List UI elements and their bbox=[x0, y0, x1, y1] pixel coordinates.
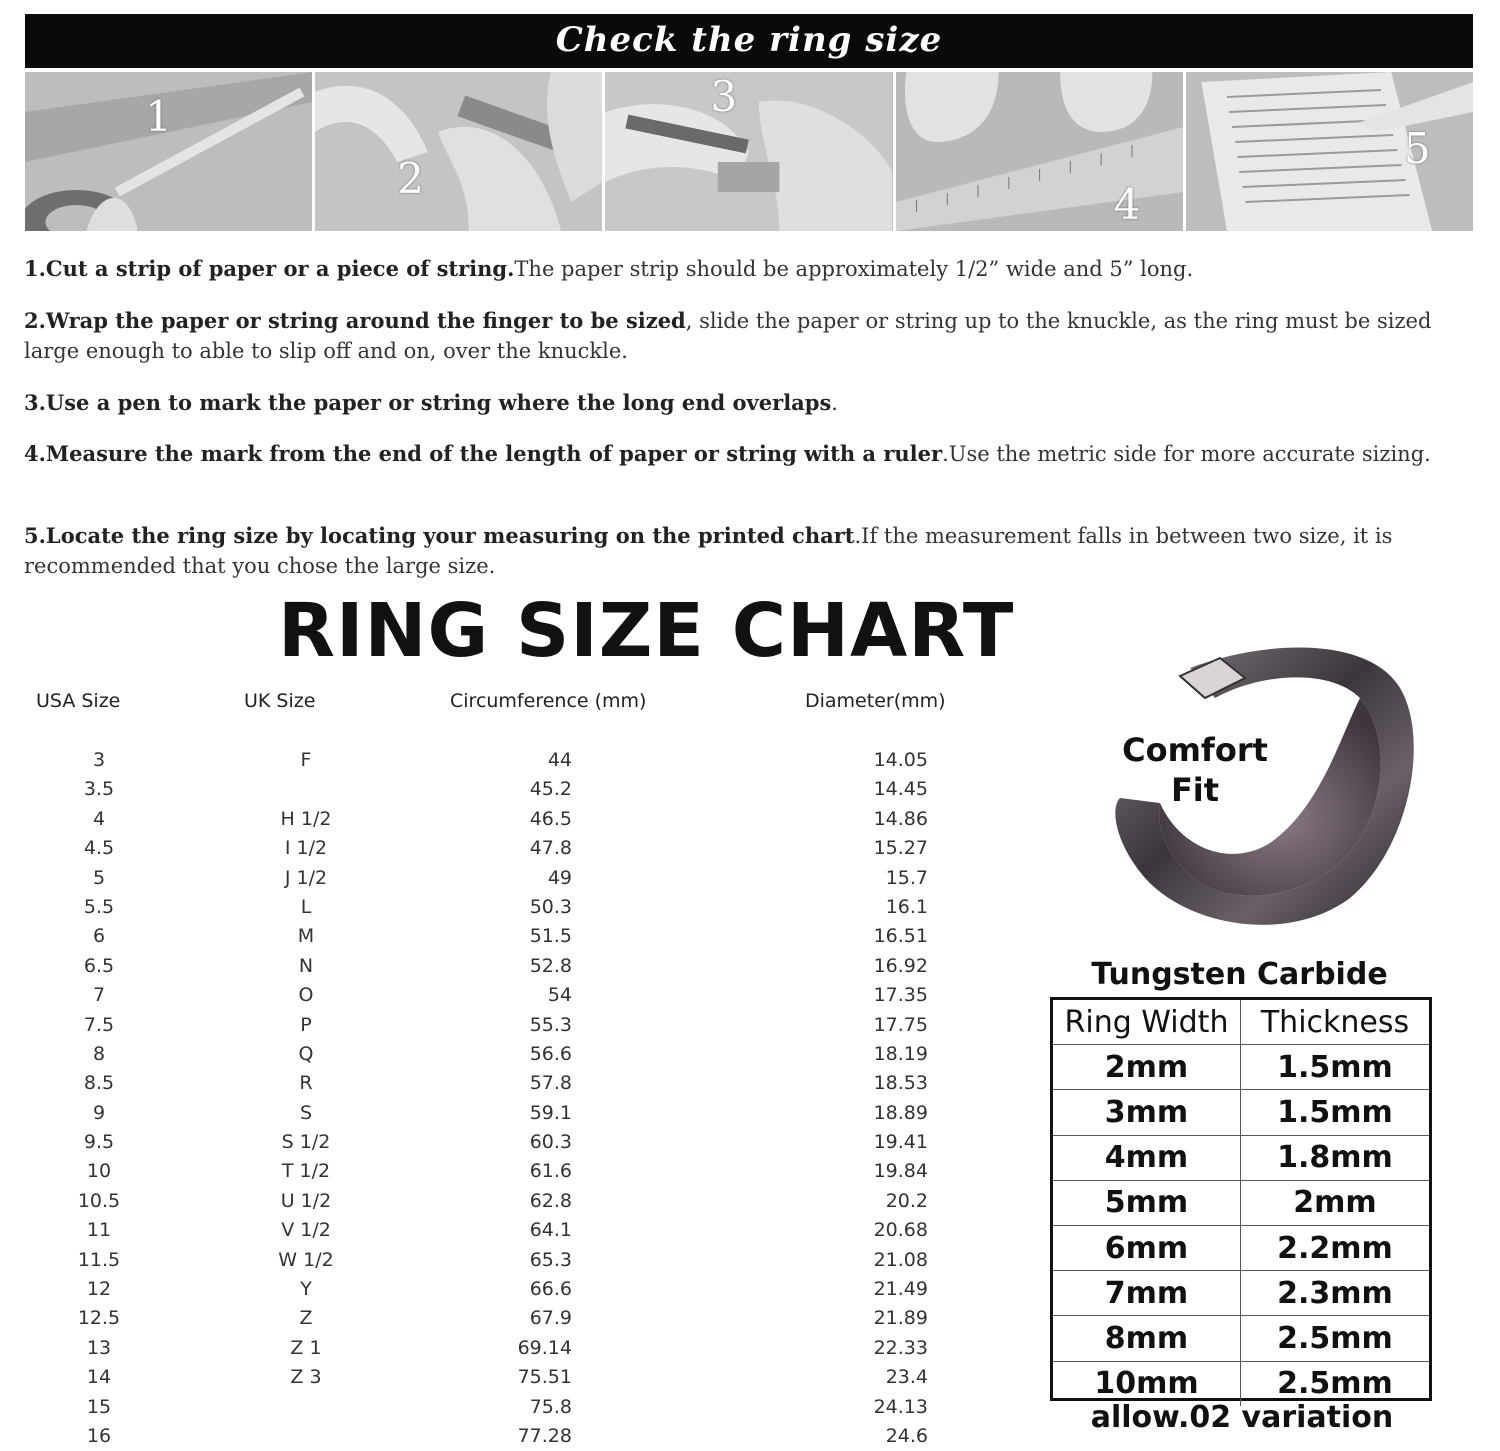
uk-size-cell: P bbox=[300, 1013, 312, 1036]
diameter-cell: 14.45 bbox=[873, 778, 928, 801]
tungsten-row bbox=[1053, 1225, 1429, 1270]
circumference-cell: 51.5 bbox=[529, 925, 572, 948]
uk-size-cell: Z 3 bbox=[290, 1366, 322, 1389]
diameter-cell: 24.13 bbox=[873, 1395, 928, 1418]
variation-note: allow.02 variation bbox=[1090, 1400, 1394, 1435]
circumference-cell: 50.3 bbox=[529, 895, 572, 918]
diameter-cell: 20.2 bbox=[885, 1189, 928, 1212]
circumference-cell: 69.14 bbox=[517, 1336, 572, 1359]
ring-width-cell: 4mm bbox=[1053, 1136, 1241, 1180]
instruction-5: 5.Locate the ring size by locating your measuring on the printed chart.If the measurement falls in between two size, it is recommended that you chose the large size. bbox=[24, 523, 1393, 578]
uk-size-cell: O bbox=[298, 984, 314, 1007]
usa-size-cell: 12 bbox=[86, 1278, 112, 1301]
comfort-fit-label: Comfort Fit bbox=[1122, 731, 1268, 809]
tungsten-row bbox=[1053, 1270, 1429, 1315]
uk-size-cell: J 1/2 bbox=[284, 866, 328, 889]
step-2-image bbox=[315, 72, 602, 231]
uk-size-cell: Z 1 bbox=[290, 1336, 322, 1359]
thickness-cell: 2.5mm bbox=[1277, 1366, 1393, 1402]
usa-size-cell: 3.5 bbox=[83, 778, 115, 801]
diameter-cell: 18.19 bbox=[873, 1042, 928, 1065]
table-row bbox=[0, 1040, 1000, 1069]
table-row bbox=[0, 981, 1000, 1010]
diameter-cell: 19.41 bbox=[873, 1131, 928, 1154]
uk-size-cell: F bbox=[300, 749, 312, 771]
circumference-cell: 77.28 bbox=[517, 1424, 572, 1447]
usa-size-cell: 11 bbox=[86, 1219, 112, 1242]
table-row bbox=[0, 1304, 1000, 1333]
tungsten-header-row bbox=[1053, 1000, 1429, 1044]
table-row bbox=[0, 1363, 1000, 1392]
thickness-cell: 1.5mm bbox=[1277, 1049, 1393, 1085]
diameter-cell: 14.05 bbox=[873, 749, 928, 771]
step-number: 5 bbox=[1403, 124, 1431, 173]
thickness-cell: 2.3mm bbox=[1277, 1275, 1393, 1311]
diameter-cell: 18.89 bbox=[873, 1101, 928, 1124]
diameter-cell: 21.89 bbox=[873, 1307, 928, 1330]
circumference-cell: 59.1 bbox=[529, 1101, 572, 1124]
diameter-cell: 21.49 bbox=[873, 1278, 928, 1301]
usa-size-cell: 5.5 bbox=[83, 895, 115, 918]
uk-size-cell: Y bbox=[300, 1278, 312, 1301]
page-title: Check the ring size bbox=[555, 20, 943, 60]
usa-size-cell: 14 bbox=[86, 1366, 112, 1389]
diameter-cell: 19.84 bbox=[873, 1160, 928, 1183]
diameter-cell: 24.6 bbox=[885, 1424, 928, 1447]
step-number: 2 bbox=[397, 154, 424, 203]
tungsten-width-table bbox=[1050, 997, 1432, 1401]
thickness-cell: 1.5mm bbox=[1277, 1094, 1393, 1130]
diameter-cell: 16.51 bbox=[873, 925, 928, 948]
uk-size-cell: M bbox=[297, 925, 315, 948]
table-row bbox=[0, 1334, 1000, 1363]
ring-width-cell: 6mm bbox=[1053, 1226, 1241, 1270]
usa-size-cell: 8.5 bbox=[83, 1072, 115, 1095]
diameter-cell: 23.4 bbox=[885, 1366, 928, 1389]
circumference-cell: 65.3 bbox=[529, 1248, 572, 1271]
uk-size-cell: S bbox=[299, 1101, 313, 1124]
circumference-cell: 47.8 bbox=[529, 837, 572, 860]
usa-size-cell: 12.5 bbox=[77, 1307, 121, 1330]
uk-size-cell: H 1/2 bbox=[280, 807, 332, 830]
ring-width-cell: 10mm bbox=[1053, 1362, 1241, 1406]
table-row bbox=[0, 1157, 1000, 1186]
circumference-cell: 55.3 bbox=[529, 1013, 572, 1036]
uk-size-cell: N bbox=[298, 954, 314, 977]
header-usa-size: USA Size bbox=[36, 690, 121, 712]
thickness-cell: 2.2mm bbox=[1277, 1230, 1393, 1266]
ring-width-cell: 3mm bbox=[1053, 1090, 1241, 1134]
ring-width-header: Ring Width bbox=[1053, 1000, 1241, 1044]
circumference-cell: 64.1 bbox=[529, 1219, 572, 1242]
ring-width-cell: 2mm bbox=[1053, 1045, 1241, 1089]
diameter-cell: 18.53 bbox=[873, 1072, 928, 1095]
header-diameter: Diameter(mm) bbox=[805, 690, 946, 712]
table-row bbox=[0, 1216, 1000, 1245]
table-row bbox=[0, 922, 1000, 951]
circumference-cell: 44 bbox=[547, 749, 572, 771]
table-row bbox=[0, 746, 1000, 775]
circumference-cell: 49 bbox=[547, 866, 572, 889]
table-row bbox=[0, 1011, 1000, 1040]
diameter-cell: 21.08 bbox=[873, 1248, 928, 1271]
diameter-cell: 20.68 bbox=[873, 1219, 928, 1242]
step-number: 3 bbox=[710, 72, 738, 121]
usa-size-cell: 4 bbox=[92, 807, 106, 830]
circumference-cell: 52.8 bbox=[529, 954, 572, 977]
thickness-cell: 2.5mm bbox=[1277, 1320, 1393, 1356]
uk-size-cell: L bbox=[300, 895, 312, 918]
table-row bbox=[0, 893, 1000, 922]
uk-size-cell: V 1/2 bbox=[281, 1219, 331, 1242]
tungsten-row bbox=[1053, 1089, 1429, 1134]
usa-size-cell: 9 bbox=[92, 1101, 106, 1124]
usa-size-cell: 8 bbox=[92, 1042, 106, 1065]
step-5-image bbox=[1186, 72, 1473, 231]
circumference-cell: 57.8 bbox=[529, 1072, 572, 1095]
table-row bbox=[0, 1246, 1000, 1275]
table-row bbox=[0, 1275, 1000, 1304]
step-number: 4 bbox=[1113, 180, 1141, 229]
ring-width-cell: 7mm bbox=[1053, 1271, 1241, 1315]
table-row bbox=[0, 775, 1000, 804]
table-row bbox=[0, 834, 1000, 863]
usa-size-cell: 15 bbox=[86, 1395, 112, 1418]
usa-size-cell: 7 bbox=[92, 984, 106, 1007]
table-row bbox=[0, 1422, 1000, 1451]
table-row bbox=[0, 1128, 1000, 1157]
table-row bbox=[0, 805, 1000, 834]
table-row bbox=[0, 1393, 1000, 1422]
circumference-cell: 67.9 bbox=[529, 1307, 572, 1330]
table-row bbox=[0, 1099, 1000, 1128]
diameter-cell: 17.35 bbox=[873, 984, 928, 1007]
step-1-image bbox=[25, 72, 312, 231]
circumference-cell: 54 bbox=[547, 984, 572, 1007]
ring-size-table bbox=[0, 746, 1000, 1451]
header-banner bbox=[25, 14, 1473, 68]
circumference-cell: 75.51 bbox=[517, 1366, 572, 1389]
tungsten-row bbox=[1053, 1135, 1429, 1180]
tungsten-row bbox=[1053, 1044, 1429, 1089]
uk-size-cell: U 1/2 bbox=[280, 1189, 332, 1212]
usa-size-cell: 11.5 bbox=[77, 1248, 121, 1271]
tungsten-row bbox=[1053, 1180, 1429, 1225]
ring-width-cell: 8mm bbox=[1053, 1316, 1241, 1360]
step-4-image bbox=[896, 72, 1183, 231]
diameter-cell: 22.33 bbox=[873, 1336, 928, 1359]
circumference-cell: 66.6 bbox=[529, 1278, 572, 1301]
ring-size-chart-title: RING SIZE CHART bbox=[278, 588, 1015, 674]
tungsten-row bbox=[1053, 1361, 1429, 1406]
usa-size-cell: 6 bbox=[92, 925, 106, 948]
circumference-cell: 46.5 bbox=[529, 807, 572, 830]
uk-size-cell: W 1/2 bbox=[278, 1248, 334, 1271]
thickness-cell: 2mm bbox=[1293, 1185, 1377, 1221]
diameter-cell: 16.1 bbox=[885, 895, 928, 918]
table-row bbox=[0, 1187, 1000, 1216]
header-circumference: Circumference (mm) bbox=[450, 690, 647, 712]
circumference-cell: 75.8 bbox=[529, 1395, 572, 1418]
step-3-image bbox=[605, 72, 892, 231]
usa-size-cell: 10.5 bbox=[77, 1189, 121, 1212]
instruction-4: 4.Measure the mark from the end of the length of paper or string with a ruler.Use the metric side for more accurate sizing. bbox=[24, 441, 1431, 466]
header-uk-size: UK Size bbox=[244, 690, 316, 712]
circumference-cell: 62.8 bbox=[529, 1189, 572, 1212]
diameter-cell: 15.7 bbox=[885, 866, 928, 889]
ring-width-cell: 5mm bbox=[1053, 1181, 1241, 1225]
uk-size-cell: Z bbox=[299, 1307, 313, 1330]
usa-size-cell: 3 bbox=[92, 749, 106, 771]
table-row bbox=[0, 864, 1000, 893]
diameter-cell: 14.86 bbox=[873, 807, 928, 830]
circumference-cell: 45.2 bbox=[529, 778, 572, 801]
uk-size-cell: Q bbox=[298, 1042, 314, 1065]
uk-size-cell: R bbox=[299, 1072, 313, 1095]
diameter-cell: 17.75 bbox=[873, 1013, 928, 1036]
usa-size-cell: 5 bbox=[92, 866, 106, 889]
usa-size-cell: 6.5 bbox=[83, 954, 115, 977]
step-number: 1 bbox=[145, 92, 172, 141]
tungsten-carbide-title: Tungsten Carbide bbox=[1091, 957, 1388, 992]
circumference-cell: 60.3 bbox=[529, 1131, 572, 1154]
usa-size-cell: 13 bbox=[86, 1336, 112, 1359]
usa-size-cell: 4.5 bbox=[83, 837, 115, 860]
usa-size-cell: 7.5 bbox=[83, 1013, 115, 1036]
tungsten-row bbox=[1053, 1315, 1429, 1360]
instruction-3: 3.Use a pen to mark the paper or string where the long end overlaps. bbox=[24, 390, 838, 415]
usa-size-cell: 9.5 bbox=[83, 1131, 115, 1154]
instruction-2: 2.Wrap the paper or string around the finger to be sized, slide the paper or string up to the knuckle, as the ring must be sized large enough to able to slip off and on, over the knuckle. bbox=[24, 308, 1432, 363]
usa-size-cell: 16 bbox=[86, 1424, 112, 1447]
instruction-1: 1.Cut a strip of paper or a piece of string.The paper strip should be approximately 1/2” wide and 5” long. bbox=[24, 256, 1194, 281]
thickness-cell: 1.8mm bbox=[1277, 1140, 1393, 1176]
circumference-cell: 61.6 bbox=[529, 1160, 572, 1183]
uk-size-cell: S 1/2 bbox=[281, 1131, 331, 1154]
step-illustrations bbox=[25, 72, 1473, 231]
diameter-cell: 15.27 bbox=[873, 837, 928, 860]
usa-size-cell: 10 bbox=[86, 1160, 112, 1183]
thickness-header: Thickness bbox=[1260, 1004, 1410, 1040]
table-row bbox=[0, 952, 1000, 981]
uk-size-cell: I 1/2 bbox=[284, 837, 328, 860]
diameter-cell: 16.92 bbox=[873, 954, 928, 977]
table-row bbox=[0, 1069, 1000, 1098]
circumference-cell: 56.6 bbox=[529, 1042, 572, 1065]
uk-size-cell: T 1/2 bbox=[281, 1160, 331, 1183]
